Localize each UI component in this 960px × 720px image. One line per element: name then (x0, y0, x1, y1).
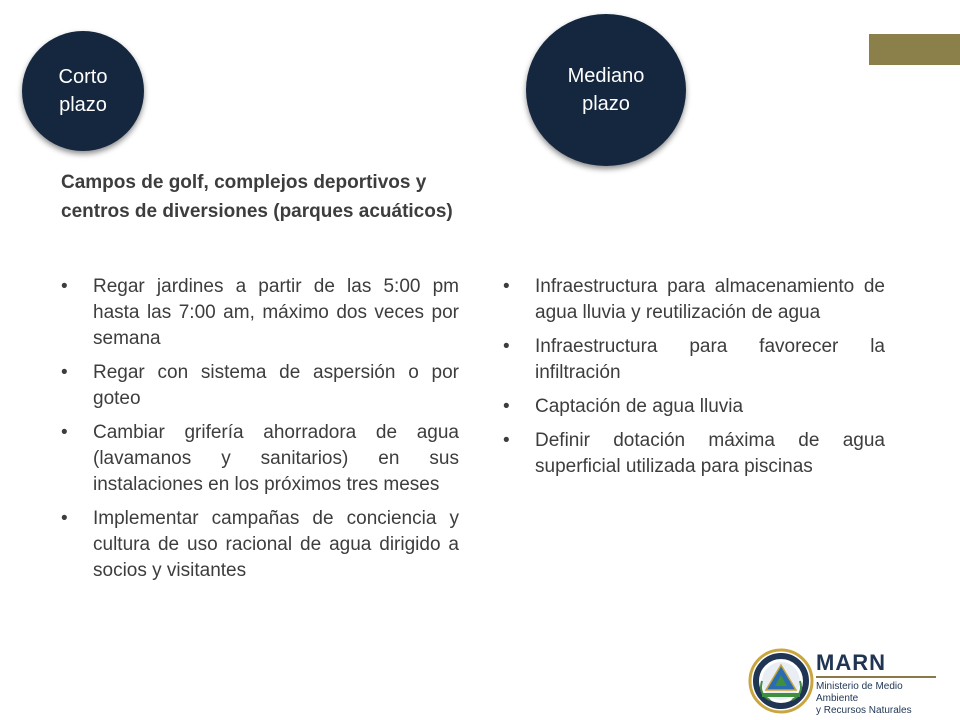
medium-term-item: • Infraestructura para favorecer la infiltración (503, 334, 885, 386)
section-heading: Campos de golf, complejos deportivos y centros de diversiones (parques acuáticos) (61, 172, 453, 222)
short-term-item: • Implementar campañas de conciencia y cultura de uso racional de agua dirigido a socios y visitantes (61, 506, 459, 584)
short-term-label-line2: plazo (59, 94, 107, 116)
marn-subtitle (816, 681, 946, 717)
short-term-item: • Regar jardines a partir de las 5:00 pm hasta las 7:00 am, máximo dos veces por semana (61, 274, 459, 352)
short-term-circle (22, 31, 144, 151)
short-term-item: • Regar con sistema de aspersión o por goteo (61, 360, 459, 412)
medium-term-item: • Captación de agua lluvia (503, 394, 885, 420)
medium-term-item: • Definir dotación máxima de agua superficial utilizada para piscinas (503, 428, 885, 480)
marn-divider (816, 676, 936, 678)
short-term-label-line1: Corto (58, 66, 108, 88)
accent-bar (869, 34, 960, 65)
short-term-list (61, 274, 459, 592)
marn-logo (748, 648, 948, 714)
marn-subtitle-line1: Ministerio de Medio Ambiente (816, 681, 903, 704)
el-salvador-seal-icon (748, 648, 814, 714)
medium-term-label-line1: Mediano (567, 65, 645, 87)
marn-subtitle-line2: y Recursos Naturales (816, 705, 912, 716)
medium-term-circle (526, 14, 686, 166)
marn-title: MARN (816, 650, 886, 675)
medium-term-label-line2: plazo (582, 93, 630, 115)
medium-term-item: • Infraestructura para almacenamiento de agua lluvia y reutilización de agua (503, 274, 885, 326)
short-term-item: • Cambiar grifería ahorradora de agua (lavamanos y sanitarios) en sus instalaciones en los próximos tres meses (61, 420, 459, 498)
medium-term-list (503, 274, 885, 488)
